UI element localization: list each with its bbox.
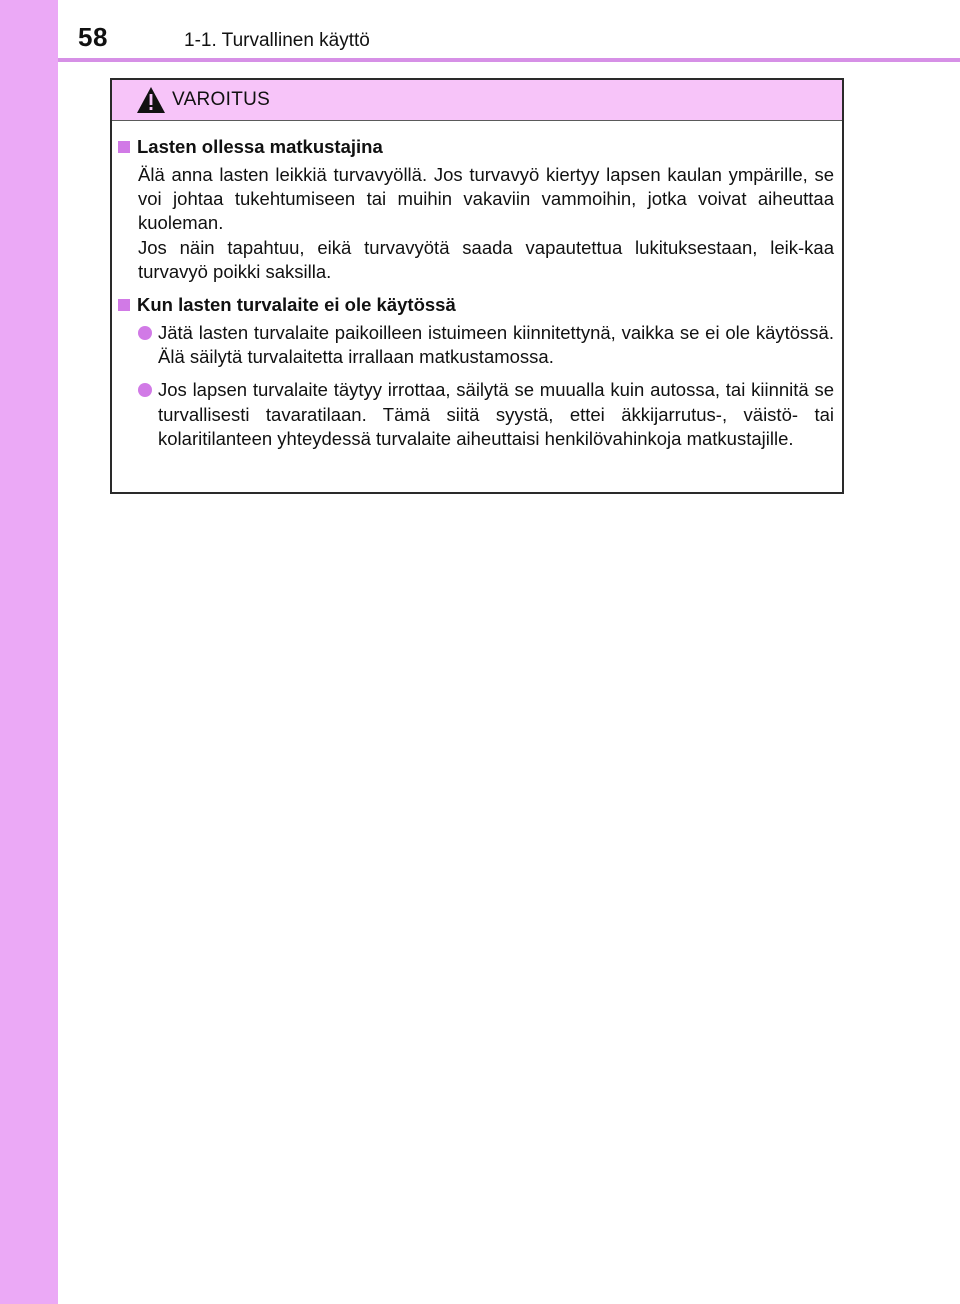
section-heading-text: Lasten ollessa matkustajina [137, 136, 383, 157]
paragraph: Älä anna lasten leikkiä turvavyöllä. Jos turvavyö kiertyy lapsen kaulan ympärille, se voi johtaa tukehtumiseen tai muihin vakaviin vammoihin, jotka voivat aiheuttaa kuoleman. [138, 164, 834, 234]
page-number: 58 [78, 22, 108, 52]
circle-bullet-icon [138, 383, 152, 397]
warning-box [110, 78, 844, 494]
paragraph: Jos näin tapahtuu, eikä turvavyötä saada vapautettua lukituksestaan, leik-kaa turvavyö poikki saksilla. [138, 236, 834, 282]
list-item-text: Jätä lasten turvalaite paikoilleen istuimeen kiinnitettynä, vaikka se ei ole käytössä. Älä säilytä turvalaitetta irrallaan matkustamossa. [158, 322, 834, 368]
section-heading [118, 293, 834, 317]
side-tab-strip [0, 0, 58, 1304]
circle-bullet-icon [138, 326, 152, 340]
warning-header [112, 80, 842, 121]
square-bullet-icon [118, 141, 130, 153]
list-item [138, 321, 834, 369]
section-heading-text: Kun lasten turvalaite ei ole käytössä [137, 294, 456, 316]
section-heading [118, 135, 834, 159]
header-rule [58, 58, 960, 62]
square-bullet-icon [118, 299, 130, 311]
list-item-text: Jos lapsen turvalaite täytyy irrottaa, säilytä se muualla kuin autossa, tai kiinnitä se turvallisesti tavaratilaan. Tämä siitä syystä, ettei äkkijarrutus-, väistö- tai kolaritilanteen yhteydessä turvalaite aiheuttaisi henkilövahinkoja matkustajille. [158, 379, 834, 449]
warning-body [112, 121, 842, 451]
warning-triangle-icon [136, 86, 166, 114]
section-title: 1-1. Turvallinen käyttö [184, 30, 370, 51]
list-item [138, 378, 834, 451]
warning-label: VAROITUS [172, 89, 271, 110]
